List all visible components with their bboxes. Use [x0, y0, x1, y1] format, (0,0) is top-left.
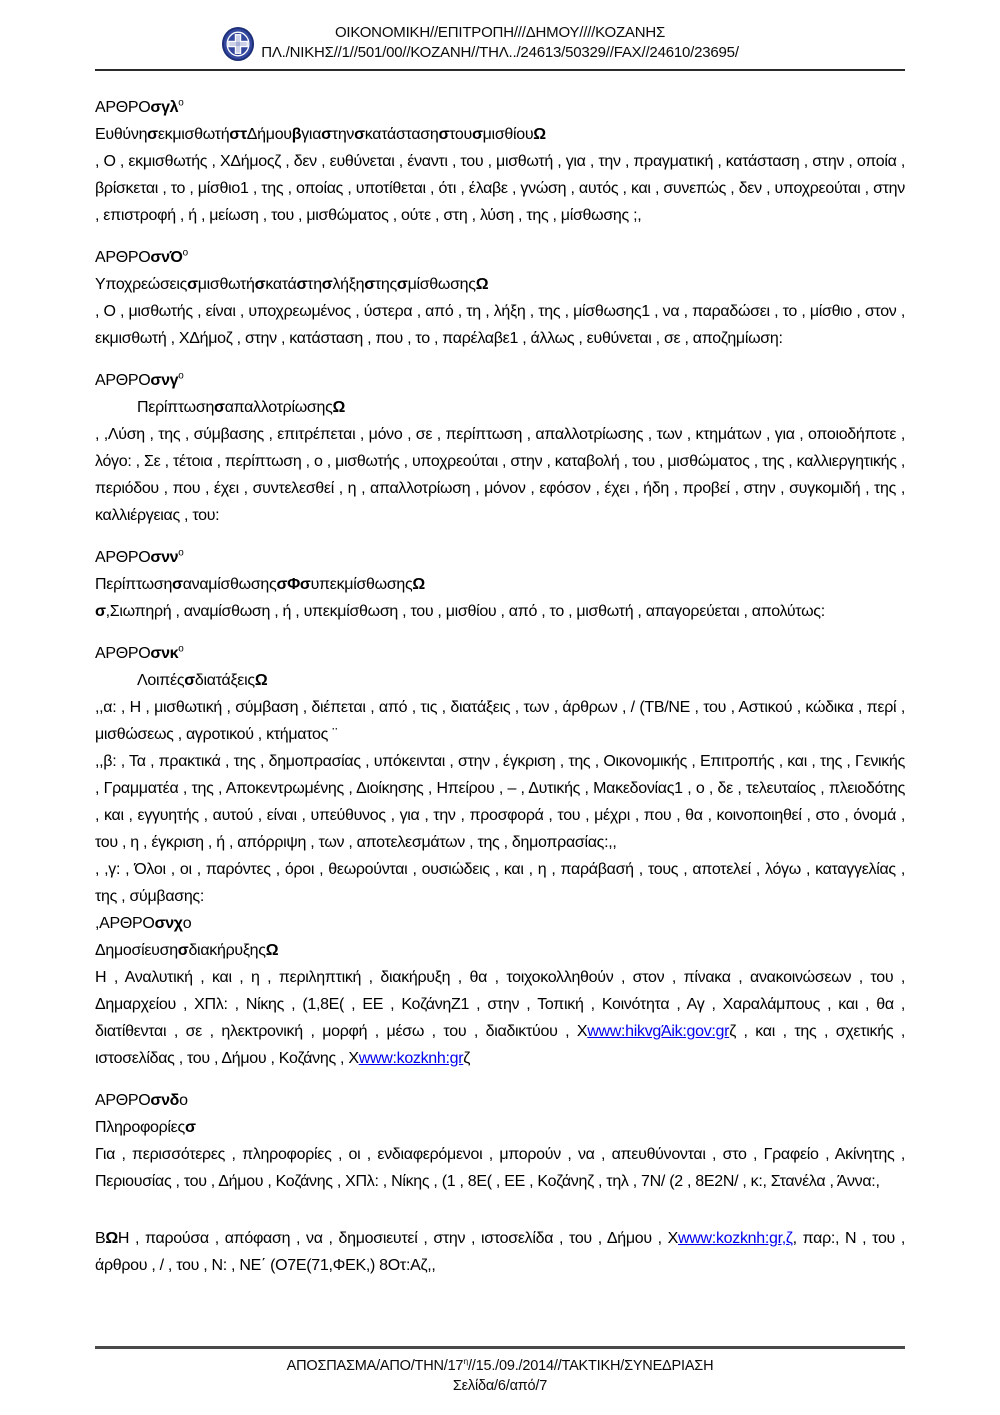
- text-run: της: [374, 276, 397, 293]
- paragraph: [95, 1225, 905, 1279]
- text-run: ο: [178, 547, 184, 559]
- paragraph: [95, 964, 905, 1072]
- text-run: σ: [321, 276, 333, 293]
- text-run: ο: [179, 1092, 188, 1109]
- paragraph: [95, 298, 905, 352]
- text-run: Β: [95, 1230, 106, 1247]
- text-run: σνκ: [150, 645, 179, 662]
- text-run: σνγ: [150, 372, 179, 389]
- text-run: ΑΡΘΡΟ: [95, 249, 151, 266]
- paragraph: [95, 421, 905, 529]
- text-run: ο: [178, 643, 184, 655]
- paragraph: [95, 148, 905, 229]
- text-run: ΑΡΘΡΟ: [95, 645, 151, 662]
- text-run: διακήρυξης: [188, 942, 266, 959]
- paragraph: [95, 1141, 905, 1195]
- text-run: Ό: [169, 249, 183, 266]
- text-run: ,,α: , Η , μισθωτική , σύμβαση , διέπεται , από , τις , διατάξεις , των , άρθρων , / (ΤΒ/ΝΕ , του , Αστικού , κώδικα , περί , μισθώσεως , αγροτικού , κτήματος ¨: [95, 699, 905, 743]
- text-run: στ: [229, 126, 247, 143]
- text-run: Ω: [412, 576, 425, 593]
- text-run: Δήμου: [246, 126, 292, 143]
- article-title: [95, 244, 905, 271]
- text-run: σ: [254, 276, 266, 293]
- text-run: σ: [296, 276, 308, 293]
- text-run: αναμίσθωσης: [182, 576, 277, 593]
- text-run: , παρ:, Ν , του , άρθρου , / , του , Ν: , ΝΕ΄ (Ο7Ε(71,ΦΕΚ,) 8Οτ:Αζ,,: [95, 1230, 905, 1274]
- hyperlink[interactable]: www:hikvgΆik:gov:gr: [587, 1023, 730, 1040]
- footer-divider: [95, 1346, 905, 1349]
- text-run: σγλ: [150, 99, 179, 116]
- paragraph: [95, 748, 905, 856]
- document-body: [95, 94, 905, 1279]
- text-run: σνχ: [154, 915, 183, 932]
- text-run: Ω: [475, 276, 489, 293]
- article-title: [95, 94, 905, 121]
- text-run: σ: [396, 276, 408, 293]
- text-run: , Ο , εκμισθωτής , ΧΔήμοςζ , δεν , ευθύνεται , έναντι , του , μισθωτή , για , την , πραγματική , κατάσταση , στην , οποία , βρίσκεται , το , μίσθιο1 , της , οποίας , υποτίθεται , ότι , έλαβε , γνώση , αυτός , και , συνεπώς , δεν , υποχρεούται , στην , επιστροφή , ή , μείωση , του , μισθώματος , ούτε , στη , λύση , της , μίσθωσης ;,: [95, 153, 905, 224]
- text-run: μίσθωσης: [407, 276, 476, 293]
- article-title: [95, 910, 905, 937]
- text-run: Ω: [332, 399, 346, 416]
- article-subtitle: [95, 667, 905, 694]
- text-run: σ: [214, 399, 225, 416]
- paragraph: [95, 598, 905, 625]
- text-run: του: [449, 126, 472, 143]
- article-subtitle: [95, 121, 905, 148]
- text-run: Η , Αναλυτική , και , η , περιληπτική , διακήρυξη , θα , τοιχοκολληθούν , στον , πίνακα , ανακοινώσεων , του , Δημαρχείου , ΧΠλ: , Νίκης , (1,8Ε( , ΕΕ , ΚοζάνηΖ1 , στην , Τοπική , Κοινότητα , Αγ , Χαραλάμπους , και , θα , διατίθενται , σε , ηλεκτρονική , μορφή , μέσω , του , διαδικτύου , X: [95, 969, 905, 1040]
- paragraph: [95, 694, 905, 748]
- text-run: σ: [184, 672, 195, 689]
- text-run: σ: [187, 276, 198, 293]
- article-title: [95, 1087, 905, 1114]
- document-header: [95, 23, 905, 63]
- text-run: για: [301, 126, 322, 143]
- text-run: ΑΡΘΡΟ: [95, 99, 151, 116]
- text-run: ,ΑΡΘΡΟ: [95, 915, 155, 932]
- text-run: κατάσταση: [364, 126, 439, 143]
- text-run: σ: [177, 942, 189, 959]
- text-run: μισθωτή: [197, 276, 255, 293]
- text-run: ο: [178, 97, 184, 109]
- article-title: [95, 367, 905, 394]
- text-run: ΑΡΘΡΟ: [95, 372, 151, 389]
- article-subtitle: [95, 271, 905, 298]
- text-run: σ: [438, 126, 450, 143]
- text-run: ΑΡΘΡΟ: [95, 1092, 151, 1109]
- footer-session-line: ΑΠΟΣΠΑΣΜΑ/$A\Pi O/THN/17^\eta//15./09./2014//TAKTIKH$/ΣΥΝΕΔΡΙΑΣΗ: [286, 1356, 714, 1374]
- header-divider: [95, 69, 905, 71]
- text-run: Η , παρούσα , απόφαση , να , δημοσιευτεί , στην , ιστοσελίδα , του , Δήμου , X: [117, 1230, 679, 1247]
- text-run: σ: [95, 603, 106, 620]
- text-run: την: [331, 126, 355, 143]
- text-run: , ,γ: , Όλοι , οι , παρόντες , όροι , θεωρούνται , ουσιώδεις , και , η , παράβασή , τους , αποτελεί , λόγω , καταγγελίας , της , σύμβασης:: [95, 861, 905, 905]
- text-run: Λοιπές: [137, 672, 185, 689]
- text-run: απαλλοτρίωσης: [224, 399, 333, 416]
- text-run: , Ο , μισθωτής , είναι , υποχρεωμένος , ύστερα , από , τη , λήξη , της , μίσθωσης1 , να , παραδώσει , το , μίσθιο , στον , εκμισθωτή , ΧΔήμοζ , στην , κατάσταση , που , το , παρέλαβε1 , άλλως , ευθύνεται , σε , αποζημίωση:: [95, 303, 905, 347]
- article-subtitle: [95, 571, 905, 598]
- text-run: σ: [184, 1119, 196, 1136]
- text-run: κατά: [265, 276, 297, 293]
- text-run: σ: [321, 126, 332, 143]
- text-run: ζ: [463, 1050, 471, 1067]
- text-run: Περίπτωση: [137, 399, 215, 416]
- hyperlink[interactable]: www:kozknh:gr,ζ: [678, 1230, 793, 1247]
- text-run: σ: [147, 126, 158, 143]
- text-run: λήξη: [332, 276, 365, 293]
- text-run: Πληροφορίες: [95, 1119, 185, 1136]
- text-run: ζ , και , της , σχετικής , ιστοσελίδας , του , Δήμου , Κοζάνης , X: [95, 1023, 905, 1067]
- article-subtitle: [95, 1114, 905, 1141]
- header-committee-line: ΟΙΚΟΝΟΜΙΚΗ//ΕΠΙΤΡΟΠΗ///ΔΗΜΟΥ////ΚΟΖΑΝΗΣ: [334, 24, 666, 41]
- text-run: σνδ: [150, 1092, 180, 1109]
- document-footer: [0, 1351, 1000, 1396]
- text-run: Ω: [254, 672, 268, 689]
- text-run: τη: [307, 276, 322, 293]
- text-run: σ: [364, 276, 375, 293]
- hyperlink[interactable]: www:kozknh:gr: [358, 1050, 464, 1067]
- text-run: β: [291, 126, 302, 143]
- text-run: ο: [182, 915, 192, 932]
- text-run: Ευθύνη: [95, 126, 148, 143]
- text-run: ο: [178, 370, 184, 382]
- text-run: εκμισθωτή: [157, 126, 230, 143]
- text-run: σΦσ: [276, 576, 311, 593]
- article-subtitle: [95, 394, 905, 421]
- text-run: ,Σιωπηρή , αναμίσθωση , ή , υπεκμίσθωση , του , μισθίου , από , το , μισθωτή , απαγορεύεται , απολύτως:: [105, 603, 825, 620]
- text-run: Περίπτωση: [95, 576, 173, 593]
- text-run: σ: [354, 126, 365, 143]
- text-run: σ: [172, 576, 183, 593]
- text-run: ΑΡΘΡΟ: [95, 549, 151, 566]
- text-run: Ω: [105, 1230, 118, 1247]
- text-run: σν: [150, 249, 170, 266]
- text-run: Υποχρεώσεις: [95, 276, 188, 293]
- text-run: Για , περισσότερες , πληροφορίες , οι , ενδιαφερόμενοι , μπορούν , να , απευθύνονται , στο , Γραφείο , Ακίνητης , Περιουσίας , του , Δήμου , Κοζάνης , ΧΠλ: , Νίκης , (1 , 8Ε( , ΕΕ , Κοζάνηζ , τηλ , 7Ν/ (2 , 8Ε2Ν/ , κ:, Στανέλα , Άννα:,: [95, 1146, 905, 1190]
- header-address-line: ΠΛ./ΝΙΚΗΣ//1//501/00//ΚΟΖΑΝΗ//ΤΗΛ../24613/50329//FAX//24610/23695/: [261, 44, 739, 61]
- text-run: υπεκμίσθωσης: [310, 576, 413, 593]
- text-run: Ω: [265, 942, 279, 959]
- text-run: διατάξεις: [194, 672, 255, 689]
- article-title: [95, 640, 905, 667]
- article-subtitle: [95, 937, 905, 964]
- text-run: σ: [471, 126, 483, 143]
- text-run: σνν: [150, 549, 179, 566]
- text-run: ,,β: , Τα , πρακτικά , της , δημοπρασίας , υπόκεινται , στην , έγκριση , της , Οικονομικής , Επιτροπής , και , της , Γενικής , Γραμματέα , της , Αποκεντρωμένης , Διοίκησης , Ηπείρου , – , Δυτικής , Μακεδονίας1 , ο , δε , τελευταίος , πλειοδότης , και , εγγυητής , αυτού , είναι , υπεύθυνος , για , την , προσφορά , του , μέχρι , που , θα , κοινοποιηθεί , στο , όνομά , του , η , έγκριση , ή , απόρριψη , των , αποτελεσμάτων , της , δημοπρασίας:,,: [95, 753, 905, 851]
- article-title: [95, 544, 905, 571]
- page-number: Σελίδα/6/από/7: [452, 1377, 548, 1394]
- text-run: , ,Λύση , της , σύμβασης , επιτρέπεται , μόνο , σε , περίπτωση , απαλλοτρίωσης , των , κτημάτων , για , οποιοδήποτε , λόγο: , Σε , τέτοια , περίπτωση , ο , μισθωτής , υποχρεούται , στην , καταβολή , του , μισθώματος , της , καλλιεργητικής , περιόδου , που , έχει , συντελεσθεί , η , απαλλοτρίωση , μόνον , εφόσον , έχει , ήδη , προβεί , στην , συγκομιδή , της , καλλιέργειας , του:: [95, 426, 905, 524]
- text-run: μισθίου: [482, 126, 534, 143]
- text-run: ο: [182, 247, 188, 259]
- text-run: Ω: [533, 126, 546, 143]
- text-run: Δημοσίευση: [95, 942, 178, 959]
- paragraph: [95, 856, 905, 910]
